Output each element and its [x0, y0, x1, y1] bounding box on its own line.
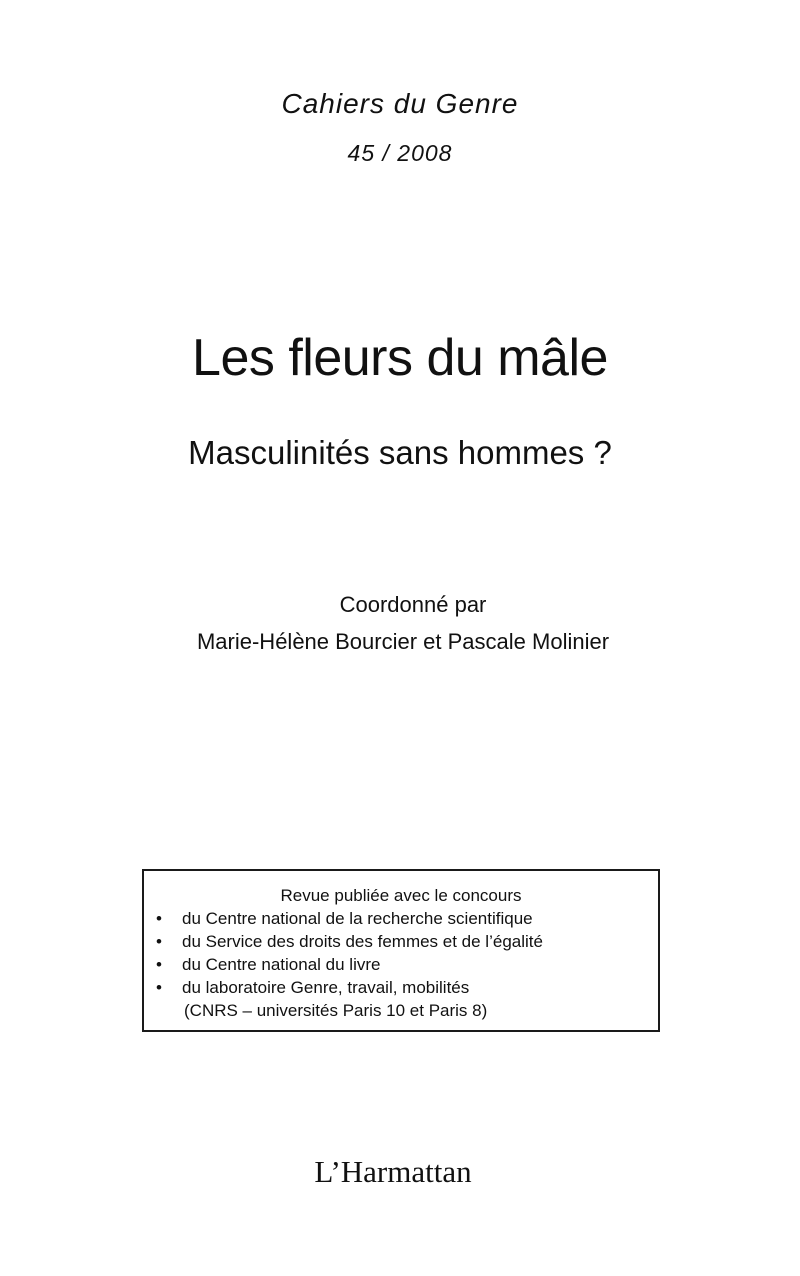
publisher-name: L’Harmattan — [314, 1154, 472, 1189]
support-item-label: du Centre national du livre — [182, 955, 381, 974]
support-box — [142, 869, 660, 1032]
support-item-cnrs — [154, 907, 543, 930]
support-item-label: du Centre national de la recherche scientifique — [182, 909, 533, 928]
bullet-icon: • — [156, 909, 162, 928]
support-box-heading: Revue publiée avec le concours — [280, 886, 522, 905]
book-title: Les fleurs du mâle — [192, 329, 608, 387]
editors-names: Marie-Hélène Bourcier et Pascale Molinier — [196, 629, 610, 654]
journal-title: Cahiers du Genre — [281, 88, 519, 119]
support-item-cnl — [154, 953, 543, 976]
book-subtitle: Masculinités sans hommes ? — [188, 434, 612, 471]
support-list — [154, 907, 543, 999]
support-item-label: du laboratoire Genre, travail, mobilités — [182, 978, 470, 997]
support-item-label: du Service des droits des femmes et de l’égalité — [182, 932, 543, 951]
bullet-icon: • — [156, 978, 162, 997]
support-item-droits-femmes — [154, 930, 543, 953]
issue-number: 45 / 2008 — [347, 140, 453, 166]
bullet-icon: • — [156, 955, 162, 974]
coordinated-by-label: Coordonné par — [339, 592, 487, 617]
support-box-note: (CNRS – universités Paris 10 et Paris 8) — [184, 1001, 488, 1020]
bullet-icon: • — [156, 932, 162, 951]
support-item-laboratoire — [154, 976, 543, 999]
